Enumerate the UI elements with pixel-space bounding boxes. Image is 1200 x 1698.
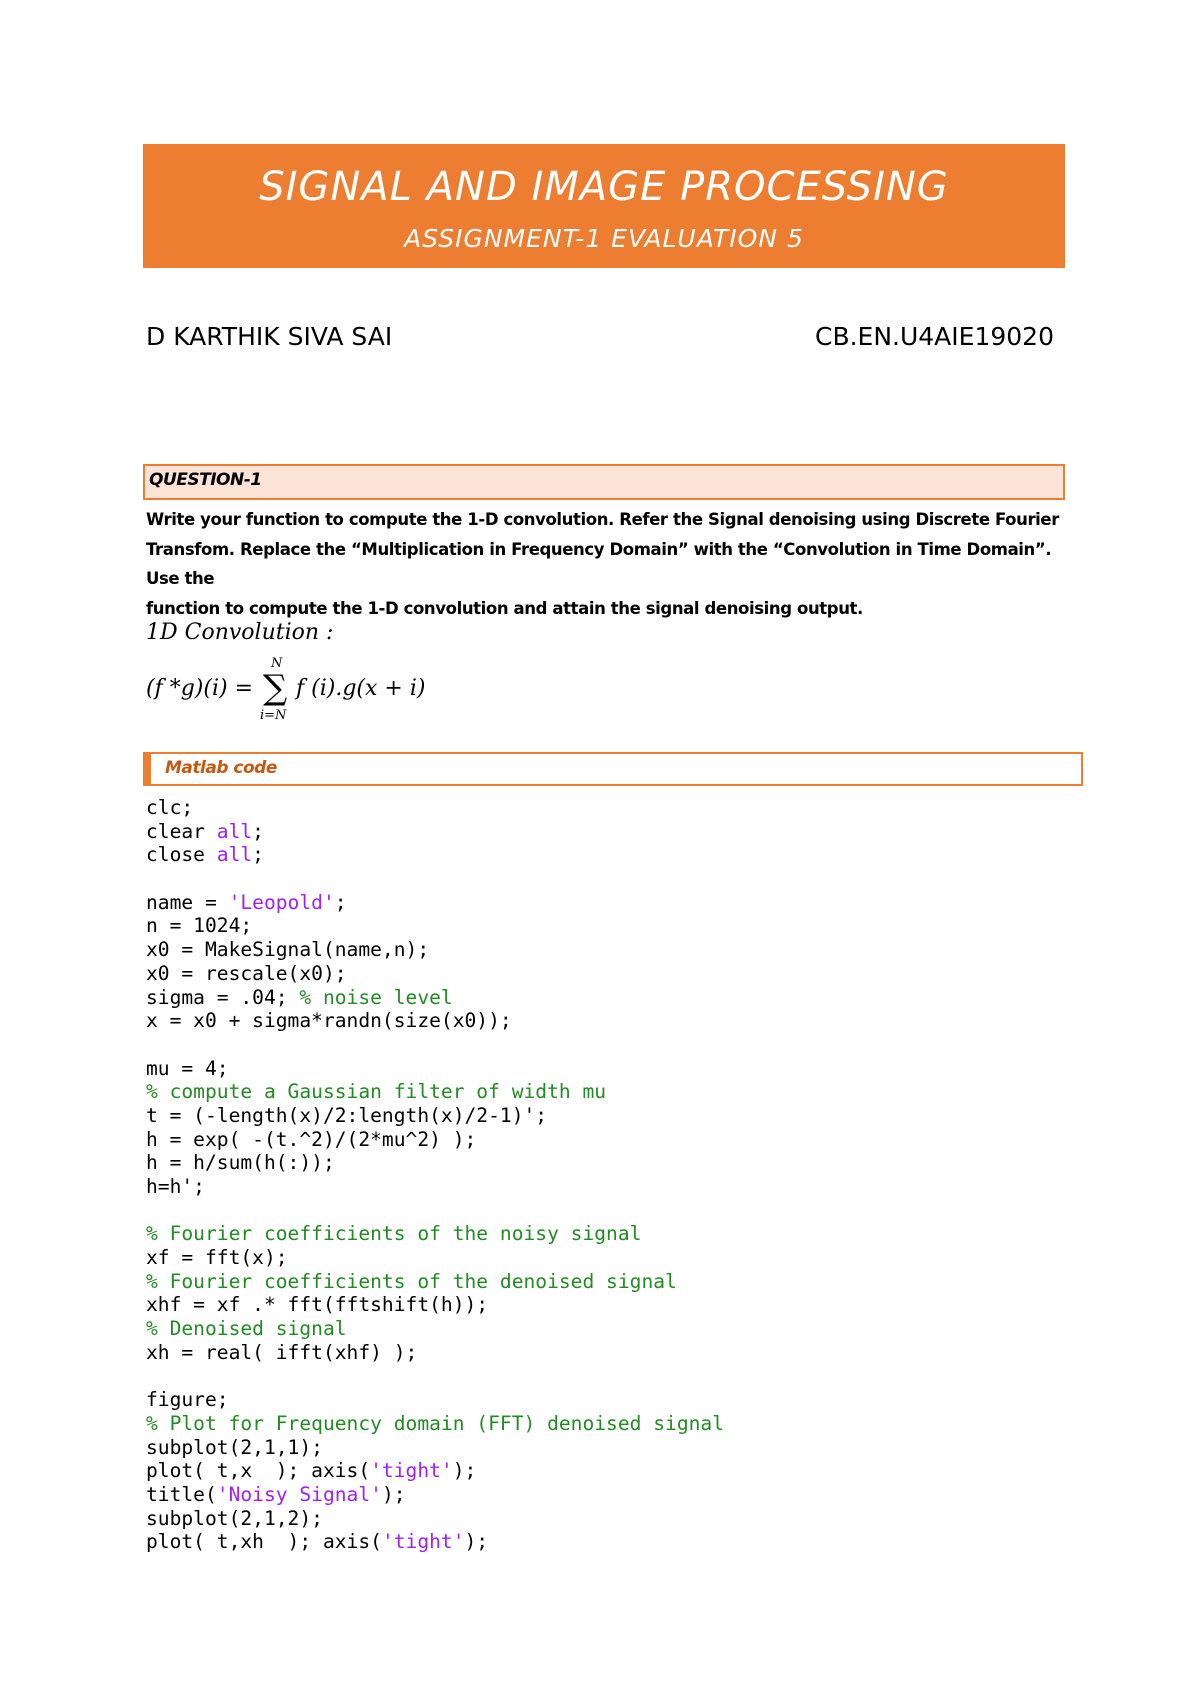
code-keyword: 'tight' xyxy=(370,1459,453,1483)
question-label: QUESTION-1 xyxy=(149,470,262,490)
code-section-label: Matlab code xyxy=(165,758,277,778)
question-line: function to compute the 1-D convolution and attain the signal denoising output. xyxy=(146,598,863,618)
code-comment: % Denoised signal xyxy=(146,1317,347,1341)
code-token: clc; xyxy=(146,796,194,819)
code-token: subplot(2,1,2); xyxy=(146,1506,323,1530)
code-token: t = (-length(x)/2:length(x)/2-1)'; xyxy=(146,1103,548,1127)
code-token: xh = real( ifft(xhf) ); xyxy=(146,1340,418,1364)
code-token: plot( t,x ); axis( xyxy=(146,1459,371,1483)
code-comment: % noise level xyxy=(299,985,453,1009)
code-line xyxy=(146,796,724,820)
code-token: mu = 4; xyxy=(146,1056,229,1080)
code-keyword: 'tight' xyxy=(381,1530,465,1554)
code-line xyxy=(146,1483,724,1507)
code-line xyxy=(146,1057,724,1081)
code-line xyxy=(146,1199,724,1223)
code-comment: % Plot for Frequency domain (FFT) denoised signal xyxy=(146,1411,725,1435)
code-line xyxy=(146,1151,724,1175)
code-line xyxy=(146,1341,724,1365)
code-line xyxy=(146,867,724,891)
code-token: ; xyxy=(252,843,264,867)
code-line xyxy=(146,1507,724,1531)
code-line xyxy=(146,1128,724,1152)
code-token: ); xyxy=(452,1459,477,1483)
code-token: xhf = xf .* fft(fftshift(h)); xyxy=(146,1293,489,1317)
code-token: n = 1024; xyxy=(146,914,253,938)
code-comment: % Fourier coefficients of the noisy signal xyxy=(146,1222,642,1246)
code-token: h = exp( -(t.^2)/(2*mu^2) ); xyxy=(146,1127,477,1151)
sum-upper-limit: N xyxy=(271,656,283,671)
author-name: D KARTHIK SIVA SAI xyxy=(146,322,393,351)
question-text xyxy=(146,505,1066,623)
code-line xyxy=(146,1530,724,1554)
code-line xyxy=(146,914,724,938)
code-line xyxy=(146,1436,724,1460)
code-token: xf = fft(x); xyxy=(146,1246,288,1270)
code-token: ; xyxy=(334,890,347,914)
code-line xyxy=(146,820,724,844)
convolution-formula xyxy=(146,656,446,730)
title-banner xyxy=(143,144,1065,268)
code-line xyxy=(146,891,724,915)
code-token: plot( t,xh ); axis( xyxy=(146,1530,382,1554)
author-roll-number: CB.EN.U4AIE19020 xyxy=(814,322,1054,351)
code-comment: % Fourier coefficients of the denoised signal xyxy=(146,1269,677,1293)
document-subtitle: ASSIGNMENT-1 EVALUATION 5 xyxy=(404,224,804,253)
code-line xyxy=(146,1317,724,1341)
sum-lower-limit: i=N xyxy=(260,708,287,723)
code-line xyxy=(146,1365,724,1389)
code-token: x = x0 + sigma*randn(size(x0)); xyxy=(146,1009,512,1033)
code-line xyxy=(146,1412,724,1436)
formula-label: 1D Convolution : xyxy=(146,620,334,645)
code-line xyxy=(146,986,724,1010)
question-header xyxy=(143,464,1065,500)
code-token: x0 = MakeSignal(name,n); xyxy=(146,938,430,962)
code-token: h=h'; xyxy=(146,1175,205,1198)
code-line xyxy=(146,962,724,986)
code-line xyxy=(146,1175,724,1199)
code-line xyxy=(146,1293,724,1317)
code-token: ); xyxy=(464,1530,489,1554)
code-token: figure; xyxy=(146,1388,229,1412)
code-token: title( xyxy=(146,1482,217,1506)
code-line xyxy=(146,1222,724,1246)
code-line xyxy=(146,1246,724,1270)
question-line: Transfom. Replace the “Multiplication in Frequency Domain” with the “Convolution in Time Domain”. Use the xyxy=(146,539,1052,588)
code-line xyxy=(146,1459,724,1483)
code-token: subplot(2,1,1); xyxy=(146,1435,323,1459)
document-title: SIGNAL AND IMAGE PROCESSING xyxy=(259,164,949,210)
code-token: name = xyxy=(146,890,229,914)
code-line xyxy=(146,1033,724,1057)
code-token: h = h/sum(h(:)); xyxy=(146,1151,335,1175)
code-line xyxy=(146,1388,724,1412)
code-token: close xyxy=(146,843,217,867)
code-keyword: 'Leopold' xyxy=(228,890,335,914)
code-token: x0 = rescale(x0); xyxy=(146,961,347,985)
code-keyword: 'Noisy Signal' xyxy=(216,1482,382,1506)
code-token: clear xyxy=(146,819,217,843)
code-keyword: all xyxy=(216,843,253,867)
code-line xyxy=(146,938,724,962)
code-token: sigma = .04; xyxy=(146,985,300,1009)
formula-lhs: (f *g)(i) = xyxy=(146,676,254,701)
code-line xyxy=(146,1080,724,1104)
question-line: Write your function to compute the 1-D convolution. Refer the Signal denoising using Discrete Fourier xyxy=(146,510,1059,529)
formula-rhs: f (i).g(x + i) xyxy=(296,676,426,701)
matlab-code-block xyxy=(146,796,724,1554)
code-comment: % compute a Gaussian filter of width mu xyxy=(146,1080,607,1104)
code-line xyxy=(146,1270,724,1294)
code-token: ; xyxy=(252,819,264,843)
code-token: ); xyxy=(381,1482,406,1506)
code-line xyxy=(146,1009,724,1033)
code-keyword: all xyxy=(216,819,253,843)
code-section-header xyxy=(143,752,1083,786)
code-line xyxy=(146,1104,724,1128)
sigma-symbol: ∑ xyxy=(263,668,288,708)
code-line xyxy=(146,843,724,867)
